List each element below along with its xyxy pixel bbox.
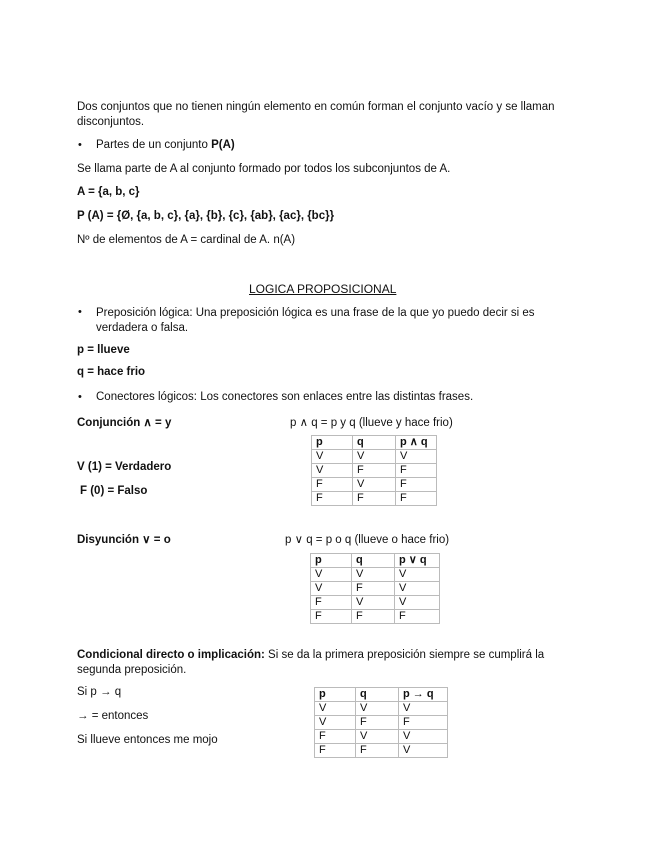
- table-row: [315, 744, 448, 758]
- table-row: [311, 582, 440, 596]
- condicional-example: Si llueve entonces me mojo: [77, 734, 218, 746]
- bullet-dot: •: [78, 391, 82, 403]
- table-cell: V: [395, 582, 440, 596]
- table-row: [315, 730, 448, 744]
- disyuncion-truth-table: [310, 553, 440, 624]
- verdadero-def: V (1) = Verdadero: [77, 461, 172, 473]
- table-cell: F: [353, 464, 396, 478]
- bullet-dot: •: [78, 139, 82, 151]
- table-header-row: [315, 688, 448, 702]
- table-cell: V: [353, 450, 396, 464]
- table-header-row: [312, 436, 437, 450]
- conjuncion-label: Conjunción ∧ = y: [77, 417, 172, 429]
- bullet-partes: [96, 139, 235, 151]
- table-cell: F: [396, 464, 437, 478]
- table-cell: F: [352, 610, 395, 624]
- table-row: [315, 716, 448, 730]
- intro-paragraph: Dos conjuntos que no tienen ningún elemento en común forman el conjunto vacío y se llaman disconjuntos.: [77, 101, 555, 128]
- header-pq: p ∧ q: [396, 436, 437, 450]
- table-cell: V: [353, 478, 396, 492]
- table-cell: V: [312, 464, 353, 478]
- table-cell: V: [312, 450, 353, 464]
- table-cell: V: [395, 568, 440, 582]
- si-p-q: Si p → q: [77, 686, 122, 698]
- table-row: [312, 450, 437, 464]
- header-pq: p ∨ q: [395, 554, 440, 568]
- falso-def: F (0) = Falso: [80, 485, 148, 497]
- p-definition: p = llueve: [77, 344, 130, 356]
- table-cell: V: [315, 716, 356, 730]
- a-set: A = {a, b, c}: [77, 186, 140, 198]
- disyuncion-label: Disyunción ∨ = o: [77, 534, 171, 546]
- section-heading: LOGICA PROPOSICIONAL: [249, 282, 397, 296]
- bullet-dot: •: [78, 306, 82, 318]
- table-cell: F: [395, 610, 440, 624]
- table-cell: F: [396, 478, 437, 492]
- condicional-description: Si se da la primera preposición siempre se cumplirá la segunda preposición.: [77, 649, 545, 676]
- arrow-definition: → = entonces: [77, 710, 149, 722]
- bullet-conectores: Conectores lógicos: Los conectores son enlaces entre las distintas frases.: [96, 391, 474, 403]
- table-cell: V: [396, 450, 437, 464]
- table-cell: F: [352, 582, 395, 596]
- condicional-label: Condicional directo o implicación:: [77, 649, 265, 661]
- header-p: p: [315, 688, 356, 702]
- table-cell: V: [395, 596, 440, 610]
- pa-set: P (A) = {Ø, {a, b, c}, {a}, {b}, {c}, {ab}, {ac}, {bc}}: [77, 210, 335, 222]
- condicional-truth-table: [314, 687, 448, 758]
- header-p: p: [311, 554, 352, 568]
- table-cell: V: [352, 568, 395, 582]
- bullet-partes-text: Partes de un conjunto: [96, 139, 212, 151]
- table-cell: V: [352, 596, 395, 610]
- table-row: [315, 702, 448, 716]
- def-parte: Se llama parte de A al conjunto formado por todos los subconjuntos de A.: [77, 163, 451, 175]
- table-cell: F: [311, 610, 352, 624]
- table-cell: V: [311, 582, 352, 596]
- table-row: [312, 478, 437, 492]
- table-cell: F: [312, 478, 353, 492]
- conjuncion-example: p ∧ q = p y q (llueve y hace frio): [290, 417, 453, 429]
- header-q: q: [356, 688, 399, 702]
- q-definition: q = hace frio: [77, 366, 146, 378]
- table-cell: F: [312, 492, 353, 506]
- disyuncion-example: p ∨ q = p o q (llueve o hace frio): [285, 534, 450, 546]
- table-row: [311, 610, 440, 624]
- cardinal-text: Nº de elementos de A = cardinal de A. n(A): [77, 234, 296, 246]
- header-p: p: [312, 436, 353, 450]
- table-cell: V: [315, 702, 356, 716]
- table-cell: F: [399, 716, 448, 730]
- table-cell: F: [356, 716, 399, 730]
- table-cell: V: [399, 744, 448, 758]
- table-cell: F: [311, 596, 352, 610]
- condicional-paragraph: [77, 648, 567, 678]
- table-cell: V: [356, 702, 399, 716]
- table-cell: V: [399, 730, 448, 744]
- table-cell: V: [399, 702, 448, 716]
- conjuncion-truth-table: [311, 435, 437, 506]
- table-row: [312, 464, 437, 478]
- table-cell: F: [353, 492, 396, 506]
- table-cell: F: [315, 744, 356, 758]
- header-q: q: [353, 436, 396, 450]
- table-row: [311, 596, 440, 610]
- table-cell: F: [315, 730, 356, 744]
- table-row: [312, 492, 437, 506]
- table-cell: V: [311, 568, 352, 582]
- table-cell: F: [356, 744, 399, 758]
- table-cell: F: [396, 492, 437, 506]
- bullet-preposicion: Preposición lógica: Una preposición lógica es una frase de la que yo puedo decir si es verdadera o falsa.: [96, 307, 535, 334]
- table-cell: V: [356, 730, 399, 744]
- header-pq: p → q: [399, 688, 448, 702]
- header-q: q: [352, 554, 395, 568]
- table-row: [311, 568, 440, 582]
- table-header-row: [311, 554, 440, 568]
- bullet-partes-bold: P(A): [211, 139, 235, 151]
